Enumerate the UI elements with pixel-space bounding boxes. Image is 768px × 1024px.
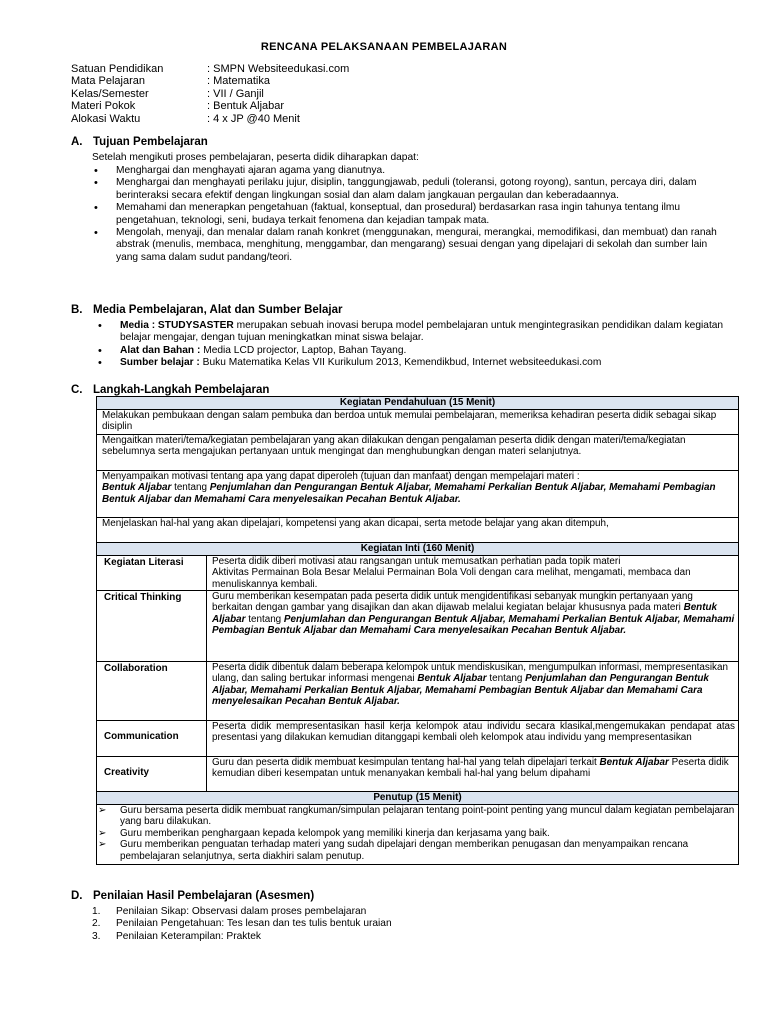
section-title: Langkah-Langkah Pembelajaran	[93, 384, 270, 396]
list-item	[96, 357, 726, 369]
list-item: • Menghargai dan menghayati perilaku jujur, disiplin, tanggungjawab, peduli (toleransi, gotong royong), santun, percaya diri, dalam berinteraksi secara efektif dengan lingkungan sosial dan alam dalam jangkauan pergaulan dan keberadaannya.	[92, 177, 722, 202]
identity-value: : Matematika	[207, 75, 270, 88]
item-number: 3.	[92, 930, 101, 942]
section-letter: D.	[71, 890, 83, 902]
section-a-intro: Setelah mengikuti proses pembelajaran, peserta didik diharapkan dapat:	[92, 152, 419, 163]
activity-text	[207, 757, 738, 791]
section-a-list	[92, 165, 722, 264]
pendahuluan-header: Kegiatan Pendahuluan (15 Menit)	[97, 397, 738, 410]
item-text: Buku Matematika Kelas VII Kurikulum 2013, Kemendikbud, Internet websiteedukasi.com	[199, 357, 602, 369]
motivasi-topic: Bentuk Aljabar	[102, 482, 172, 494]
collaboration-topic-detail: Penjumlahan dan Pengurangan Bentuk Aljabar, Memahami Perkalian Bentuk Aljabar, Memahami Pembagian Bentuk Aljabar dan Memahami Cara menyelesaikan Pecahan Bentuk Aljabar.	[212, 673, 709, 708]
document-title: RENCANA PELAKSANAAN PEMBELAJARAN	[260, 41, 508, 53]
penutup-item: ➢ Guru memberikan penghargaan kepada kelompok yang memiliki kinerja dan kerjasama yang baik.	[97, 828, 735, 839]
item-text: Media LCD projector, Laptop, Bahan Tayang.	[200, 344, 407, 356]
identity-row	[71, 63, 349, 75]
section-d-list	[92, 906, 392, 943]
list-item	[92, 918, 392, 930]
penutup-list	[97, 805, 738, 864]
inti-row-collaboration	[97, 662, 738, 721]
activity-text	[207, 556, 738, 590]
section-a-heading	[71, 136, 208, 148]
list-item	[92, 906, 392, 918]
inti-row-critical-thinking	[97, 591, 738, 662]
section-c-heading	[71, 384, 269, 396]
pendahuluan-row: Menjelaskan hal-hal yang akan dipelajari, kompetensi yang akan dicapai, serta metode belajar yang akan ditempuh,	[97, 518, 738, 543]
penutup-item: ➢ Guru bersama peserta didik membuat rangkuman/simpulan pelajaran tentang point-point penting yang muncul dalam kegiatan pembelajaran yang baru dilakukan.	[97, 805, 735, 828]
section-letter: A.	[71, 136, 83, 148]
list-item	[96, 320, 726, 345]
identity-value: : 4 x JP @40 Menit	[207, 112, 300, 125]
collaboration-topic: Bentuk Aljabar	[417, 673, 487, 685]
creativity-text: Guru dan peserta didik membuat kesimpulan tentang hal-hal yang telah dipelajari terkait	[212, 757, 600, 768]
item-label: Alat dan Bahan :	[120, 344, 201, 356]
list-item	[92, 931, 392, 943]
activity-label: Communication	[97, 721, 207, 756]
inti-header: Kegiatan Inti (160 Menit)	[97, 543, 738, 556]
identity-value: : SMPN Websiteedukasi.com	[207, 63, 350, 75]
item-text: merupakan sebuah inovasi berupa model pembelajaran untuk mengintegrasikan pendidikan dalam kegiatan belajar mengajar, dengan tujuan meningkatkan minat siswa belajar.	[120, 320, 724, 344]
pendahuluan-row: Mengaitkan materi/tema/kegiatan pembelajaran yang akan dilakukan dengan pengalaman peserta didik dengan materi/tema/kegiatan sebelumnya serta mengajukan pertanyaan untuk mengingat dan menghubungkan dengan materi selanjutnya.	[97, 435, 738, 471]
section-b-heading	[71, 304, 342, 316]
identity-value: : VII / Ganjil	[207, 87, 264, 100]
identity-row	[71, 88, 349, 100]
pendahuluan-row	[97, 471, 738, 518]
item-number: 2.	[92, 918, 101, 930]
list-item: • Menghargai dan menghayati ajaran agama yang dianutnya.	[92, 165, 722, 177]
activity-text	[207, 591, 738, 661]
penutup-item: ➢ Guru memberikan penguatan terhadap materi yang sudah dipelajari dengan memberikan penugasan dan menyampaikan rencana pembelajaran selanjutnya, serta diakhiri salam penutup.	[97, 839, 735, 862]
creativity-topic: Bentuk Aljabar	[599, 757, 669, 768]
item-text: Penilaian Keterampilan: Praktek	[116, 930, 261, 942]
critical-topic-detail: Penjumlahan dan Pengurangan Bentuk Aljabar, Memahami Perkalian Bentuk Aljabar, Memahami Pembagian Bentuk Aljabar dan Memahami Cara menyelesaikan Pecahan Bentuk Aljabar.	[212, 613, 735, 637]
identity-label: Materi Pokok	[71, 100, 136, 113]
activity-label: Critical Thinking	[97, 591, 207, 661]
list-item	[96, 345, 726, 357]
identity-value: : Bentuk Aljabar	[207, 100, 285, 113]
inti-row-creativity	[97, 757, 738, 792]
item-text: Penilaian Pengetahuan: Tes lesan dan tes tulis bentuk uraian	[116, 918, 392, 930]
identity-label: Satuan Pendidikan	[71, 63, 164, 75]
identity-label: Mata Pelajaran	[71, 75, 145, 88]
list-item: • Mengolah, menyaji, dan menalar dalam ranah konkret (menggunakan, mengurai, merangkai, memodifikasi, dan membuat) dan ranah abstrak (menulis, membaca, menghitung, menggambar, dan mengarang) sesuai dengan yang dipelajari di sekolah dan sumber lain yang sama dalam sudut pandang/teori.	[92, 227, 722, 264]
motivasi-tentang: tentang	[171, 482, 210, 494]
activity-label: Collaboration	[97, 662, 207, 720]
list-item: • Memahami dan menerapkan pengetahuan (faktual, konseptual, dan prosedural) berdasarkan rasa ingin tahunya tentang ilmu pengetahuan, teknologi, seni, budaya terkait fenomena dan kejadian tampak mata.	[92, 202, 722, 227]
section-title: Media Pembelajaran, Alat dan Sumber Belajar	[93, 304, 343, 316]
creativity-text-2: Peserta didik kemudian diberi kesempatan untuk menanyakan kembali hal-hal yang belum dipahami	[212, 757, 729, 780]
identity-row	[71, 100, 349, 112]
section-letter: B.	[71, 304, 83, 316]
motivasi-text: Menyampaikan motivasi tentang apa yang dapat diperoleh (tujuan dan manfaat) dengan mempelajari materi :	[102, 471, 580, 482]
pendahuluan-row: Melakukan pembukaan dengan salam pembuka dan berdoa untuk memulai pembelajaran, memeriksa kehadiran peserta didik sebagai sikap disiplin	[97, 410, 738, 435]
identity-row	[71, 75, 349, 87]
activity-label: Kegiatan Literasi	[97, 556, 207, 590]
activity-label: Creativity	[97, 757, 207, 791]
activity-text: Peserta didik mempresentasikan hasil kerja kelompok atau individu secara klasikal,mengemukakan pendapat atas presentasi yang dilakukan kemudian ditanggapi kembali oleh kelompok atau individu yang mempresentasikan	[212, 721, 735, 744]
critical-text: Guru memberikan kesempatan pada peserta didik untuk mengidentifikasi sebanyak mungkin pertanyaan yang berkaitan dengan gambar yang disajikan dan akan dijawab melalui kegiatan belajar khususnya pada materi	[212, 591, 693, 614]
section-d-heading	[71, 890, 314, 902]
literasi-line-2: Aktivitas Permainan Bola Besar Melalui Permainan Bola Voli dengan cara melihat, mengamati, membaca dan menuliskannya kembali.	[212, 567, 691, 590]
item-number: 1.	[92, 906, 101, 917]
critical-tentang: tentang	[245, 613, 284, 625]
section-title: Tujuan Pembelajaran	[93, 136, 208, 148]
collaboration-tentang: tentang	[486, 673, 526, 685]
motivasi-topic-detail: Penjumlahan dan Pengurangan Bentuk Aljabar, Memahami Perkalian Bentuk Aljabar, Memahami Pembagian Bentuk Aljabar dan Memahami Cara menyelesaikan Pecahan Bentuk Aljabar.	[102, 482, 716, 505]
activities-table	[96, 396, 739, 865]
critical-topic: Bentuk Aljabar	[212, 602, 718, 625]
item-text: Penilaian Sikap: Observasi dalam proses pembelajaran	[116, 906, 367, 917]
section-letter: C.	[71, 384, 83, 396]
identity-row	[71, 113, 349, 125]
identity-block	[71, 63, 349, 125]
penutup-header: Penutup (15 Menit)	[97, 792, 738, 805]
literasi-line-1: Peserta didik diberi motivasi atau rangsangan untuk memusatkan perhatian pada topik materi	[212, 556, 621, 567]
inti-row-communication	[97, 721, 738, 757]
section-b-list	[96, 320, 726, 370]
item-label: Media : STUDYSASTER	[120, 320, 234, 331]
item-label: Sumber belajar :	[120, 357, 200, 369]
identity-label: Kelas/Semester	[71, 87, 149, 100]
section-title: Penilaian Hasil Pembelajaran (Asesmen)	[93, 890, 315, 902]
inti-row-literasi	[97, 556, 738, 591]
activity-text	[207, 662, 738, 720]
collaboration-text: Peserta didik dibentuk dalam beberapa kelompok untuk mendiskusikan, mengumpulkan informasi, mempresentasikan ulang, dan saling bertukar informasi mengenai	[212, 662, 728, 685]
identity-label: Alokasi Waktu	[71, 112, 141, 125]
